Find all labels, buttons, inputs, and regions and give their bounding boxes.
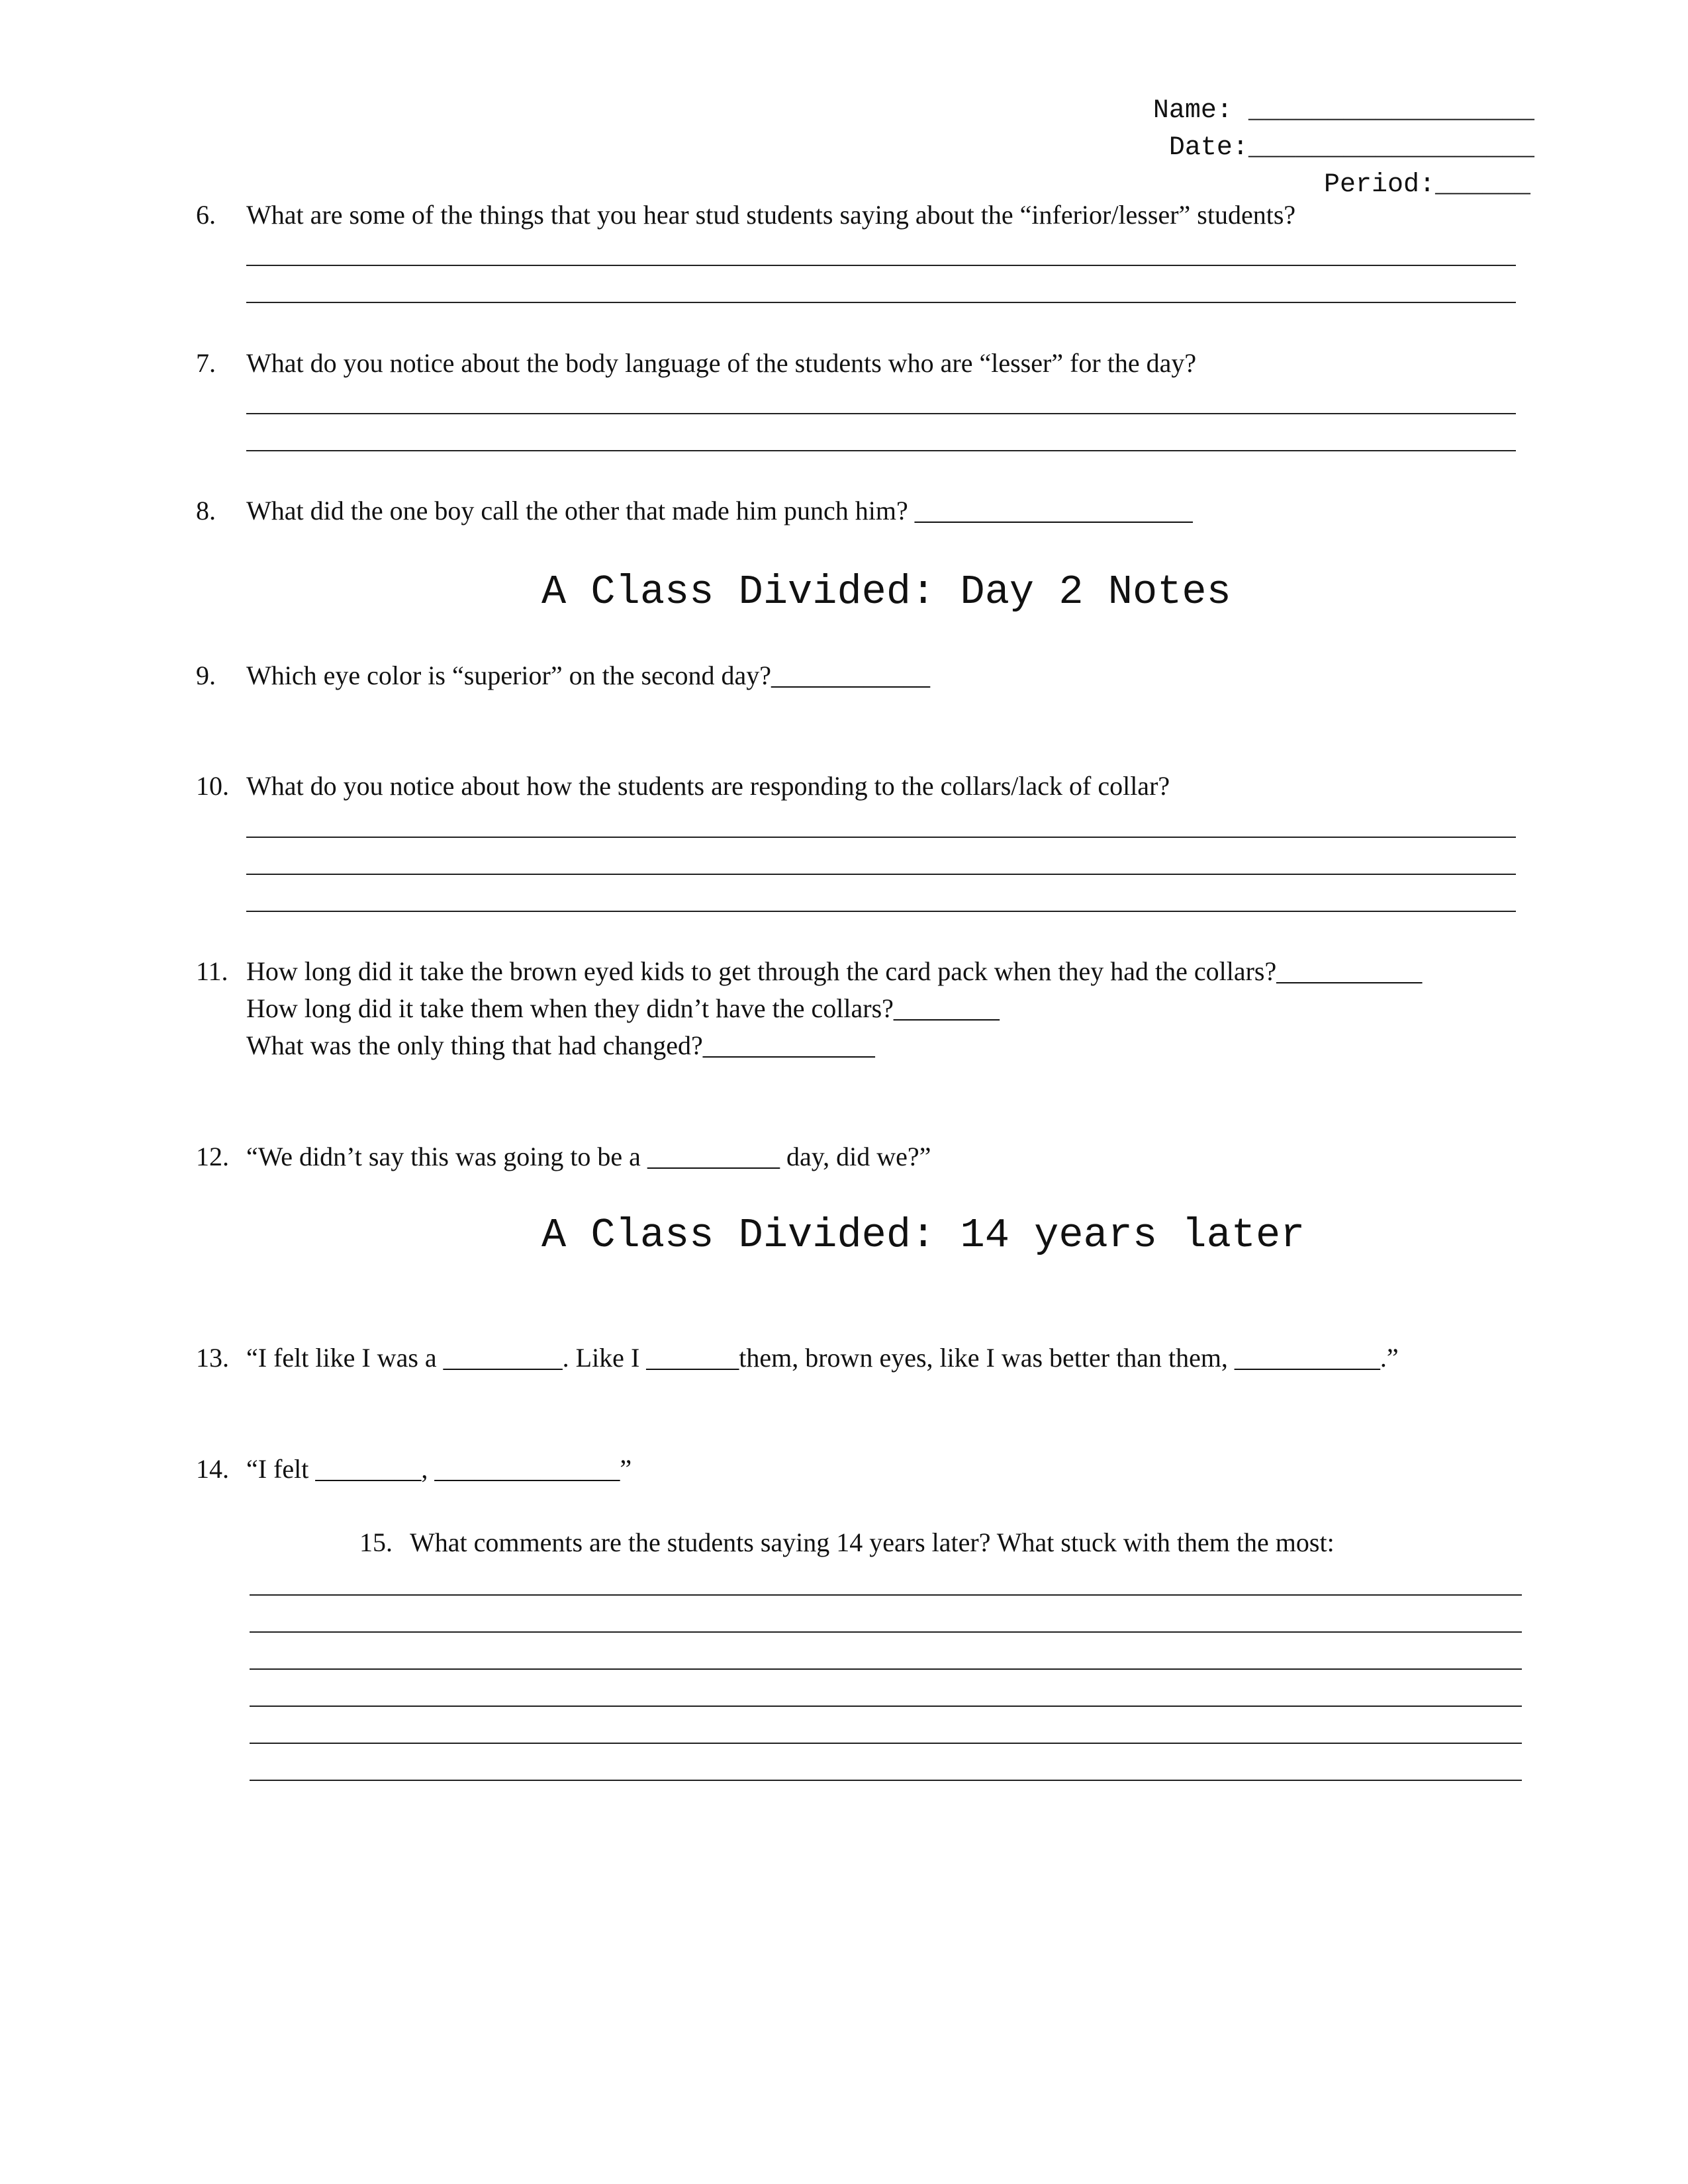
answer-line <box>250 1668 1522 1670</box>
question-6 <box>196 197 1520 234</box>
answer-line <box>250 1706 1522 1707</box>
question-13 <box>196 1340 1520 1377</box>
question-14 <box>196 1451 1520 1488</box>
question-text: How long did it take them when they didn’t have the collars?________ <box>246 993 1000 1023</box>
question-number: 9. <box>196 660 216 690</box>
question-text: How long did it take the brown eyed kids to get through the card pack when they had the collars?___________ <box>246 956 1423 986</box>
date-line-text: Date:__________________ <box>1168 133 1534 163</box>
question-15 <box>359 1524 1524 1561</box>
answer-line <box>246 911 1516 912</box>
period-line-text: Period:______ <box>1323 170 1530 200</box>
question-text: Which eye color is “superior” on the second day?____________ <box>246 660 931 690</box>
question-number: 8. <box>196 496 216 525</box>
question-number: 7. <box>196 348 216 378</box>
answer-line <box>246 413 1516 414</box>
question-text: What do you notice about how the students are responding to the collars/lack of collar? <box>246 771 1170 801</box>
question-text: What comments are the students saying 14 years later? What stuck with them the most: <box>410 1527 1335 1557</box>
question-12 <box>196 1138 1520 1175</box>
answer-line <box>246 450 1516 451</box>
question-9 <box>196 657 1520 694</box>
question-text: What was the only thing that had changed?_____________ <box>246 1030 875 1060</box>
answer-line <box>246 874 1516 875</box>
answer-line <box>246 265 1516 266</box>
question-number: 15. <box>359 1527 393 1557</box>
question-text: “I felt ________, ______________” <box>246 1454 632 1484</box>
question-number: 10. <box>196 771 229 801</box>
answer-line <box>250 1780 1522 1781</box>
question-number: 11. <box>196 956 228 986</box>
question-text: What do you notice about the body language of the students who are “lesser” for the day? <box>246 348 1197 378</box>
question-text: “We didn’t say this was going to be a __________ day, did we?” <box>246 1142 931 1171</box>
question-text: What did the one boy call the other that made him punch him? _____________________ <box>246 496 1193 525</box>
question-number: 12. <box>196 1142 229 1171</box>
section-title-14-years-later: A Class Divided: 14 years later <box>541 1212 1305 1259</box>
question-text: What are some of the things that you hear stud students saying about the “inferior/lesser” students? <box>246 200 1296 230</box>
answer-line <box>246 837 1516 838</box>
question-8 <box>196 492 1520 529</box>
question-text: “I felt like I was a _________. Like I _______them, brown eyes, like I was better than them, ___________.” <box>246 1343 1399 1373</box>
question-7 <box>196 345 1520 382</box>
answer-line <box>250 1631 1522 1633</box>
question-11 <box>196 953 1520 1064</box>
question-number: 6. <box>196 200 216 230</box>
answer-line <box>250 1594 1522 1596</box>
question-number: 14. <box>196 1454 229 1484</box>
question-number: 13. <box>196 1343 229 1373</box>
answer-line <box>250 1743 1522 1744</box>
question-10 <box>196 768 1520 805</box>
name-line-text: Name: __________________ <box>1152 96 1534 126</box>
answer-line <box>246 302 1516 303</box>
section-title-day-2: A Class Divided: Day 2 Notes <box>541 569 1231 615</box>
